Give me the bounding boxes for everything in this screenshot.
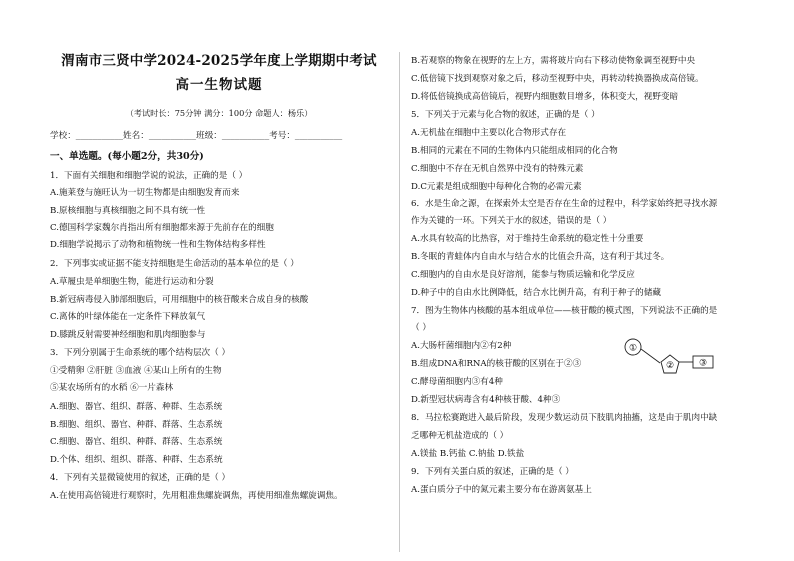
diagram-label-1: ① (628, 343, 638, 354)
nucleotide-diagram (623, 337, 717, 381)
question-line: A.施莱登与施旺认为一切生物都是由细胞发育而来 (50, 188, 240, 198)
question-line: A.镁盐 B.钙盐 C.钠盐 D.铁盐 (411, 449, 525, 459)
diagram-label-3: ③ (698, 358, 708, 369)
question-line: D.种子中的自由水比例降低，结合水比例升高，有利于种子的储藏 (411, 288, 661, 298)
question-line: A.在使用高倍镜进行观察时，先用粗准焦螺旋调焦，再使用细准焦螺旋调焦。 (50, 491, 343, 501)
exam-info: （考试时长：75分钟 满分：100分 命题人：杨乐） (125, 108, 313, 118)
question-line: A.草履虫是单细胞生物，能进行运动和分裂 (50, 277, 214, 287)
question-line: 3．下列分别属于生命系统的哪个结构层次（ ） (50, 348, 231, 358)
question-line: C.低倍镜下找到观察对象之后，移动至视野中央，再转动转换器换成高倍镜。 (411, 74, 704, 84)
question-line: A.大肠杆菌细胞内②有2种 (411, 341, 512, 351)
question-line: 5．下列关于元素与化合物的叙述，正确的是（ ） (411, 110, 600, 120)
question-line: B.细胞、组织、器官、种群、群落、生态系统 (50, 420, 223, 430)
question-line: B.若观察的物象在视野的左上方，需将玻片向右下移动使物象调至视野中央 (411, 56, 696, 66)
section-heading: 一、单选题。(每小题2分，共30分) (50, 151, 204, 162)
question-line: D.新型冠状病毒含有4种核苷酸、4种③ (411, 395, 561, 405)
question-line: ⑤某农场所有的水稻 ⑥一片森林 (50, 383, 174, 393)
question-line: 4．下列有关显微镜使用的叙述，正确的是（ ） (50, 473, 231, 483)
question-line: B.新冠病毒侵入肺部细胞后，可用细胞中的核苷酸来合成自身的核酸 (50, 295, 309, 305)
question-line: A.细胞、器官、组织、群落、种群、生态系统 (50, 402, 223, 412)
question-line: B.原核细胞与真核细胞之间不具有统一性 (50, 206, 206, 216)
question-line: B.组成DNA和RNA的核苷酸的区别在于②③ (411, 359, 582, 369)
diagram-label-2: ② (665, 361, 675, 371)
question-line: C.细胞、器官、组织、种群、群落、生态系统 (50, 437, 223, 447)
question-line: C.细胞中不存在无机自然界中没有的特殊元素 (411, 164, 584, 174)
question-line: A.水具有较高的比热容，对于维持生命系统的稳定性十分重要 (411, 234, 644, 244)
question-line: A.无机盐在细胞中主要以化合物形式存在 (411, 128, 567, 138)
question-line: B.相同的元素在不同的生物体内只能组成相同的化合物 (411, 146, 618, 156)
question-line: ①受精卵 ②肝脏 ③血液 ④某山上所有的生物 (50, 366, 222, 376)
question-line: 作为关键的一环。下列关于水的叙述，错误的是（ ） (411, 216, 612, 226)
question-line: C.酵母菌细胞内③有4种 (411, 377, 503, 387)
question-line: 乏哪种无机盐造成的（ ） (411, 431, 509, 441)
question-line: C.离体的叶绿体能在一定条件下释放氧气 (50, 312, 206, 322)
question-line: （ ） (411, 323, 431, 333)
question-line: 8．马拉松赛跑进入最后阶段，发现少数运动员下肢肌肉抽搐，这是由于肌肉中缺 (411, 413, 718, 423)
question-line: 9．下列有关蛋白质的叙述，正确的是（ ） (411, 467, 574, 477)
question-line: D.C元素是组成细胞中每种化合物的必需元素 (411, 182, 582, 192)
question-line: 6．水是生命之源，在探索外太空是否存在生命的过程中，科学家始终把寻找水源 (411, 199, 718, 209)
question-line: D.个体、组织、组织、群落、种群、生态系统 (50, 455, 223, 465)
question-line: 7．图为生物体内核酸的基本组成单位——核苷酸的模式图，下列说法不正确的是 (411, 306, 718, 316)
exam-title: 渭南市三贤中学2024-2025学年度上学期期中考试 (61, 53, 377, 69)
question-line: 1．下面有关细胞和细胞学说的说法，正确的是（ ） (50, 171, 248, 181)
bond-line (641, 349, 660, 363)
question-line: C.细胞内的自由水是良好溶剂，能参与物质运输和化学反应 (411, 270, 635, 280)
question-line: B.冬眠的青蛙体内自由水与结合水的比值会升高，这有利于其过冬。 (411, 252, 670, 262)
question-line: C.德国科学家魏尔肖指出所有细胞都来源于先前存在的细胞 (50, 223, 274, 233)
student-info-fields: 学校：___________姓名：___________班级：___________考号：___________ (50, 131, 343, 141)
question-line: D.膝跳反射需要神经细胞和肌肉细胞参与 (50, 330, 206, 340)
question-line: 2．下列事实或证据不能支持细胞是生命活动的基本单位的是（ ） (50, 259, 299, 269)
column-divider (399, 52, 400, 552)
question-line: D.细胞学说揭示了动物和植物统一性和生物体结构多样性 (50, 240, 266, 250)
question-line: D.将低倍镜换成高倍镜后，视野内细胞数目增多，体积变大，视野变暗 (411, 92, 679, 102)
question-line: A.蛋白质分子中的氮元素主要分布在游离氨基上 (411, 485, 592, 495)
exam-subtitle: 高一生物试题 (175, 77, 263, 93)
